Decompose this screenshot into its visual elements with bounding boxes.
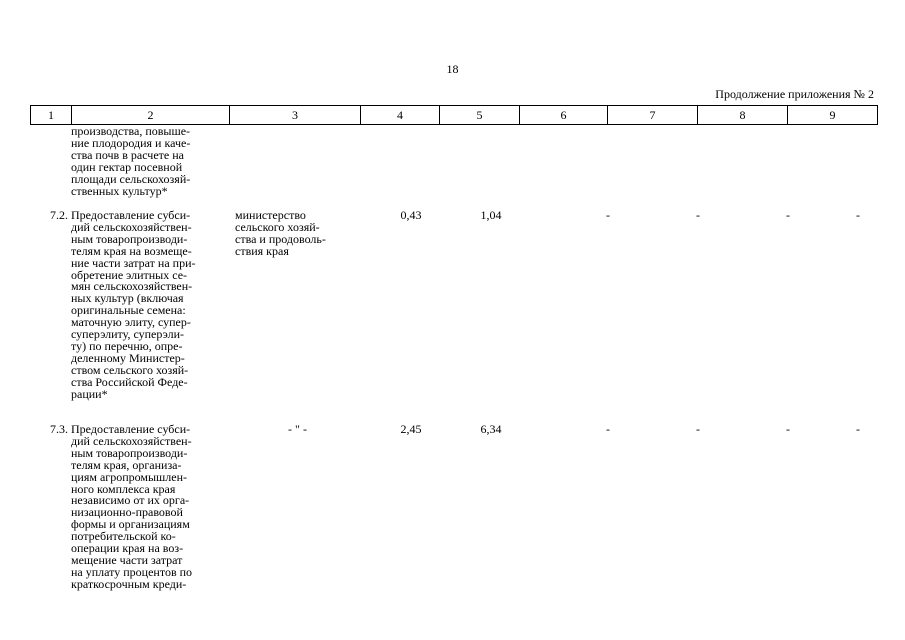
text-line: ственных культур* (71, 183, 168, 198)
table-body (30, 126, 876, 604)
text-line: ным товаропроизводи- (71, 231, 188, 246)
value-col-7: - (696, 208, 700, 222)
text-line: дий сельскохозяйствен- (71, 219, 192, 234)
text-line: рации* (71, 386, 108, 401)
column-header-1: 1 (31, 106, 72, 125)
value-col-9: - (856, 422, 860, 436)
table-row (30, 424, 876, 604)
text-line: ства почв в расчете на (71, 147, 184, 162)
text-line: оригинальные семена: (71, 303, 186, 318)
value-col-8: - (786, 208, 790, 222)
text-line: низационно-правовой (71, 505, 183, 520)
text-line: площади сельскохозяй- (71, 171, 191, 186)
text-line: ства Российской Феде- (71, 374, 188, 389)
continuation-label: Продолжение приложения № 2 (715, 87, 874, 101)
value-col-6: - (606, 208, 610, 222)
text-line: ствия края (235, 243, 289, 258)
measure-name (71, 210, 231, 401)
text-line: на уплату процентов по (71, 564, 193, 579)
row-number: 7.2. (50, 208, 68, 222)
text-line: ние части затрат на при- (71, 255, 196, 270)
column-header-2: 2 (72, 106, 230, 125)
text-line: обретение элитных се- (71, 267, 188, 282)
column-header-4: 4 (361, 106, 440, 125)
table-row (30, 210, 876, 424)
text-line: краткосрочным креди- (71, 576, 187, 591)
column-header-3: 3 (230, 106, 361, 125)
text-line: производства, повыше- (71, 124, 191, 138)
text-line: сельского хозяй- (235, 219, 320, 234)
text-line: ным товаропроизводи- (71, 445, 188, 460)
value-col-7: - (696, 422, 700, 436)
text-line: операции края на воз- (71, 541, 184, 556)
value-col-8: - (786, 422, 790, 436)
column-number-header (30, 105, 878, 125)
measure-name (71, 424, 231, 591)
measure-name (71, 126, 231, 197)
text-line: маточную элиту, супер- (71, 315, 191, 330)
row-number: 7.3. (50, 422, 68, 436)
text-line: Предоставление субси- (71, 422, 191, 436)
text-line: ние плодородия и каче- (71, 135, 191, 150)
text-line: телям края на возмеще- (71, 243, 192, 258)
text-line: деленному Министер- (71, 350, 185, 365)
value-col-6: - (606, 422, 610, 436)
text-line: один гектар посевной (71, 159, 183, 174)
text-line: ных культур (включая (71, 291, 184, 306)
text-line: - " - (288, 422, 307, 436)
text-line: мещение части затрат (71, 552, 183, 567)
value-col-4: 0,43 (400, 208, 422, 222)
text-line: формы и организациям (71, 517, 190, 532)
text-line: ту) по перечню, опре- (71, 338, 183, 353)
column-header-6: 6 (520, 106, 608, 125)
value-col-5: 6,34 (480, 422, 502, 436)
text-line: ства и продоволь- (235, 231, 326, 246)
executor (235, 210, 360, 258)
table-row (30, 126, 876, 210)
value-col-9: - (856, 208, 860, 222)
executor (235, 424, 360, 436)
text-line: циям агропромышлен- (71, 469, 188, 484)
text-line: суперэлиту, суперэли- (71, 327, 184, 342)
value-col-4: 2,45 (400, 422, 422, 436)
column-header-8: 8 (698, 106, 788, 125)
text-line: ством сельского хозяй- (71, 362, 189, 377)
text-line: ного комплекса края (71, 481, 176, 496)
text-line: министерство (235, 208, 306, 222)
text-line: независимо от их орга- (71, 493, 190, 508)
column-header-9: 9 (788, 106, 878, 125)
column-header-5: 5 (440, 106, 520, 125)
column-header-7: 7 (608, 106, 698, 125)
text-line: дий сельскохозяйствен- (71, 433, 192, 448)
value-col-5: 1,04 (480, 208, 502, 222)
text-line: телям края, организа- (71, 457, 182, 472)
text-line: мян сельскохозяйствен- (71, 279, 193, 294)
text-line: Предоставление субси- (71, 208, 191, 222)
page-number: 18 (446, 62, 459, 76)
text-line: потребительской ко- (71, 529, 176, 544)
